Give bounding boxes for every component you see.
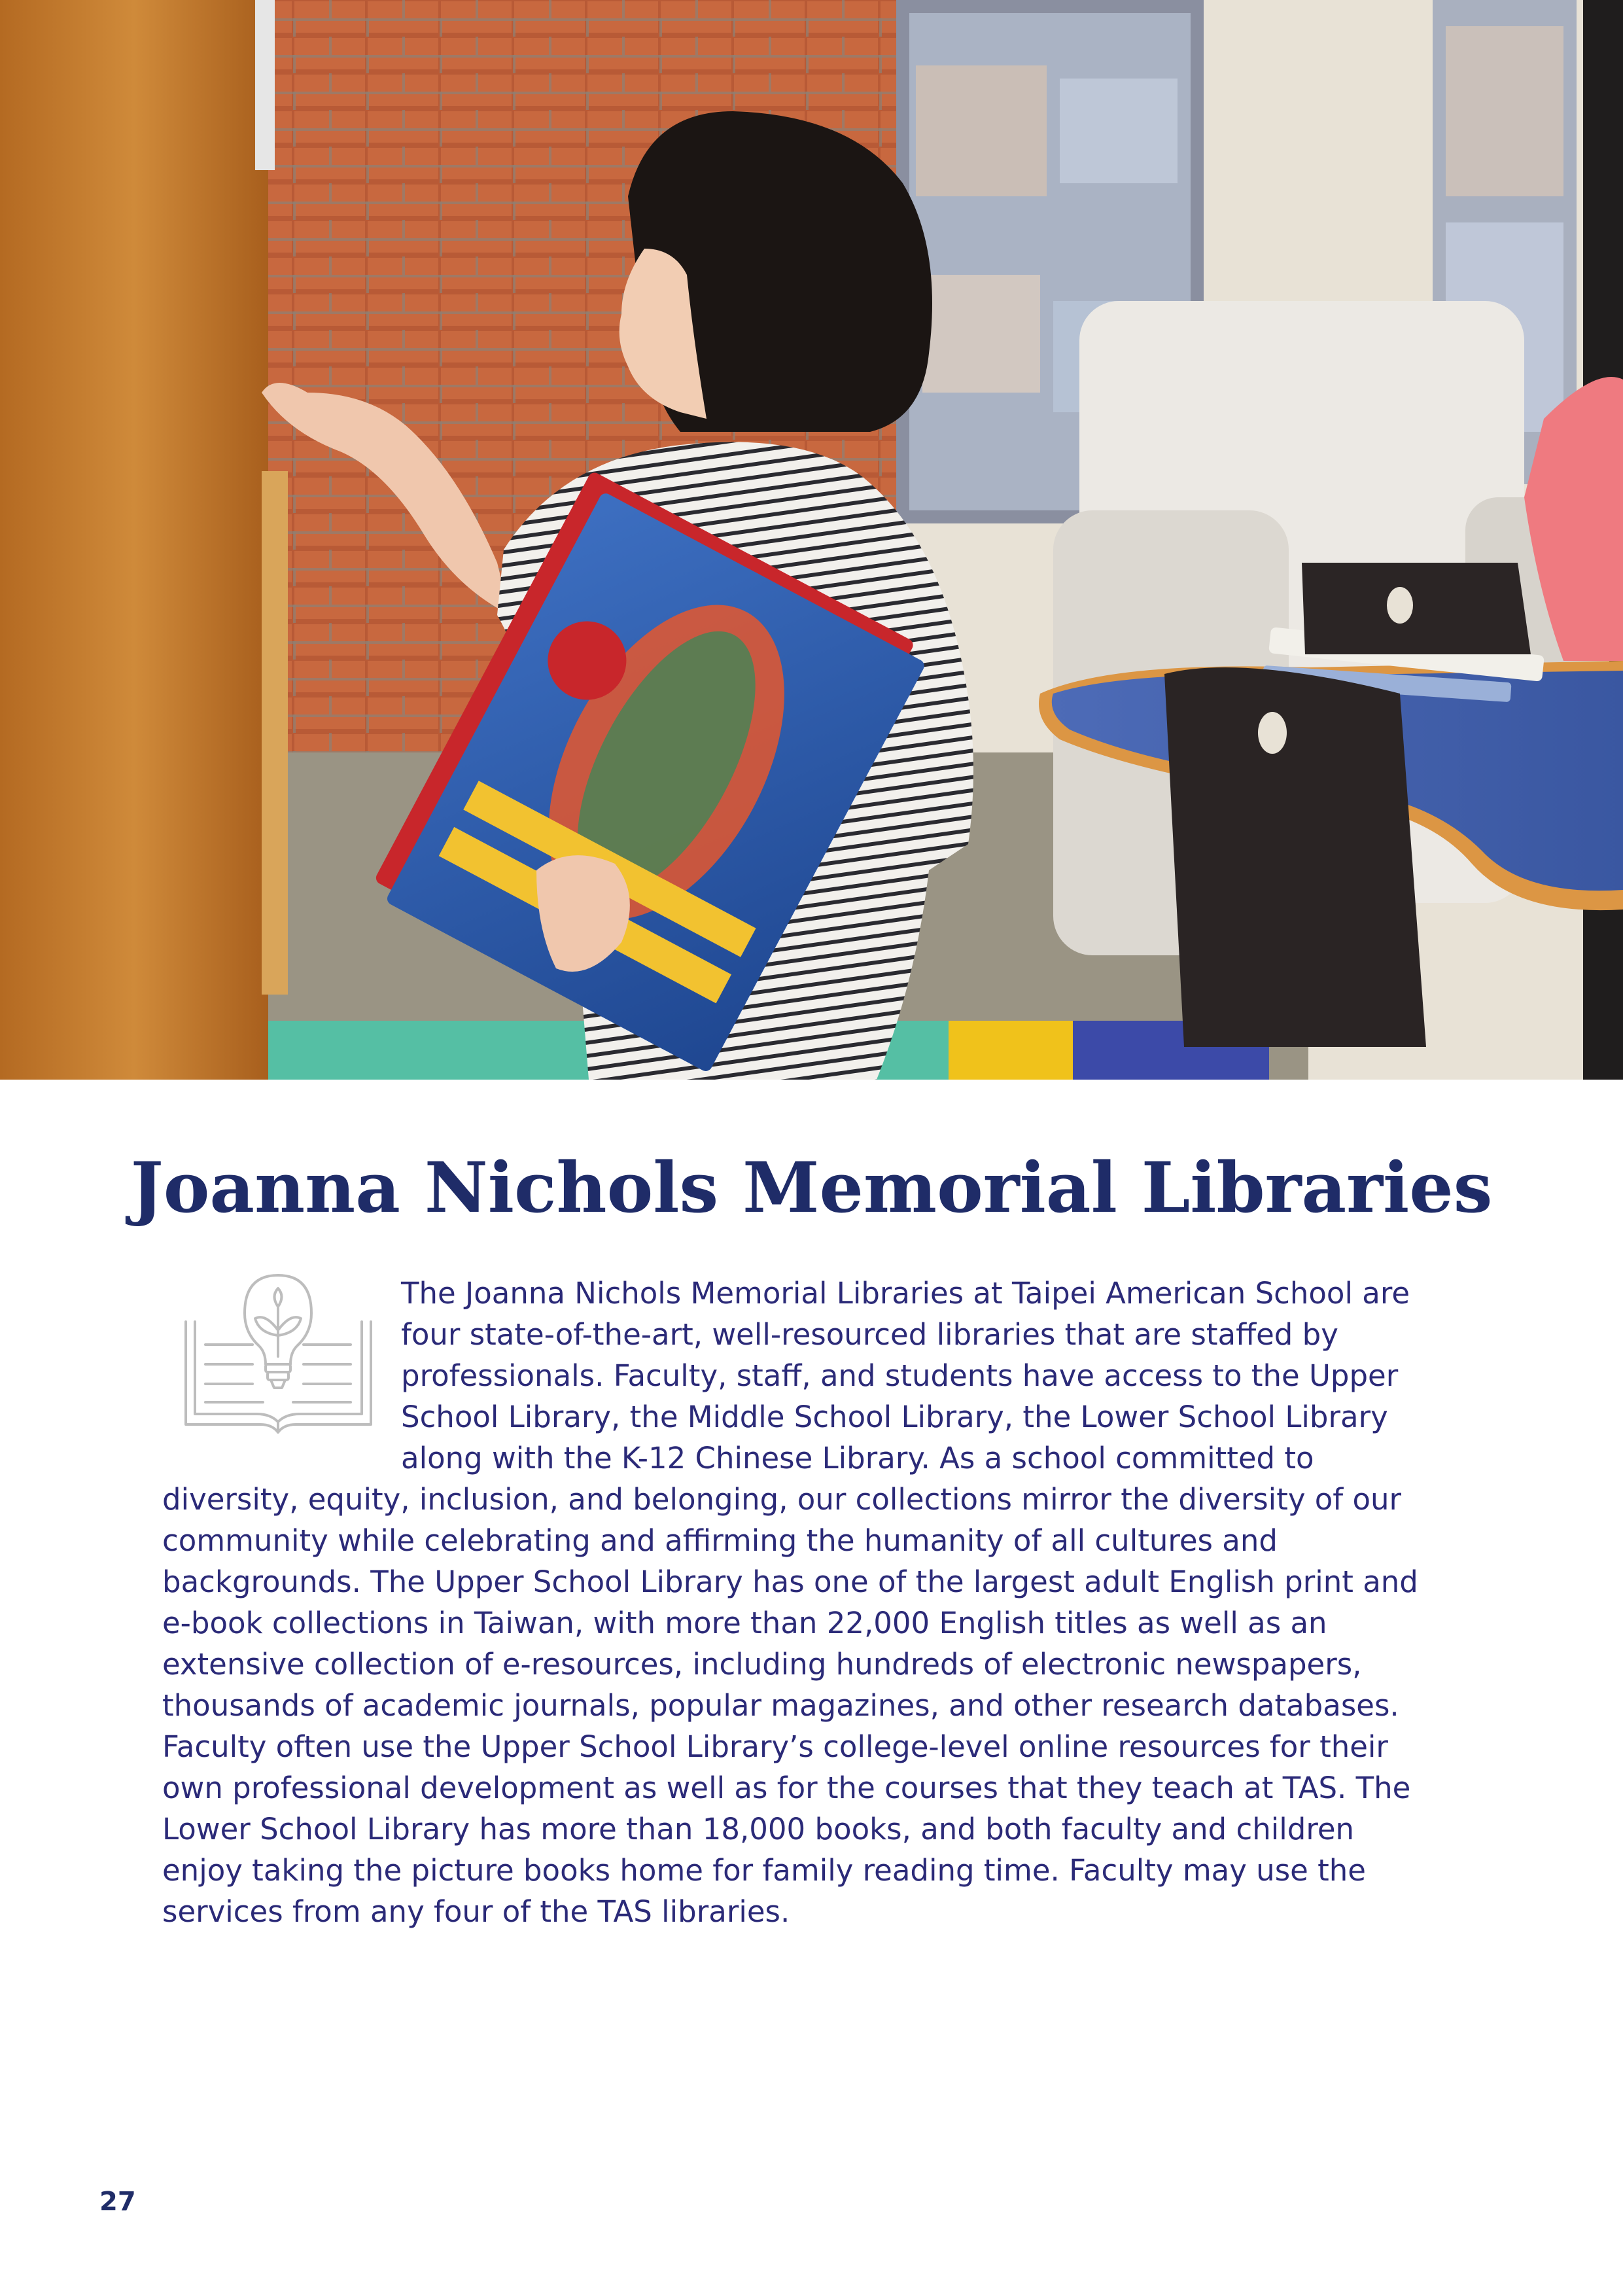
page-title: Joanna Nichols Memorial Libraries <box>130 1146 1493 1228</box>
hero-photo <box>0 0 1623 1080</box>
lightbulb-book-icon <box>182 1273 375 1436</box>
body-section <box>162 1273 1438 1932</box>
page-number: 27 <box>99 2187 136 2217</box>
body-paragraph: The Joanna Nichols Memorial Libraries at Taipei American School are four state-of-the-art, well-resourced libraries that are staffed by professionals. Faculty, staff, and students have access to the Upper School Library, the Middle School Library, the Lower School Library along with the K-12 Chinese Library. As a school committed to diversity, equity, inclusion, and belonging, our collections mirror the diversity of our community while celebrating and affirming the humanity of all cultures and backgrounds. The Upper School Library has one of the largest adult English print and e-book collections in Taiwan, with more than 22,000 English titles as well as an extensive collection of e-resources, including hundreds of electronic newspapers, thousands of academic journals, popular magazines, and other research databases. Faculty often use the Upper School Library’s college-level online resources for their own professional development as well as for the courses that they teach at TAS. The Lower School Library has more than 18,000 books, and both faculty and children enjoy taking the picture books home for family reading time. Faculty may use the services from any four of the TAS libraries. <box>162 1276 1418 1929</box>
